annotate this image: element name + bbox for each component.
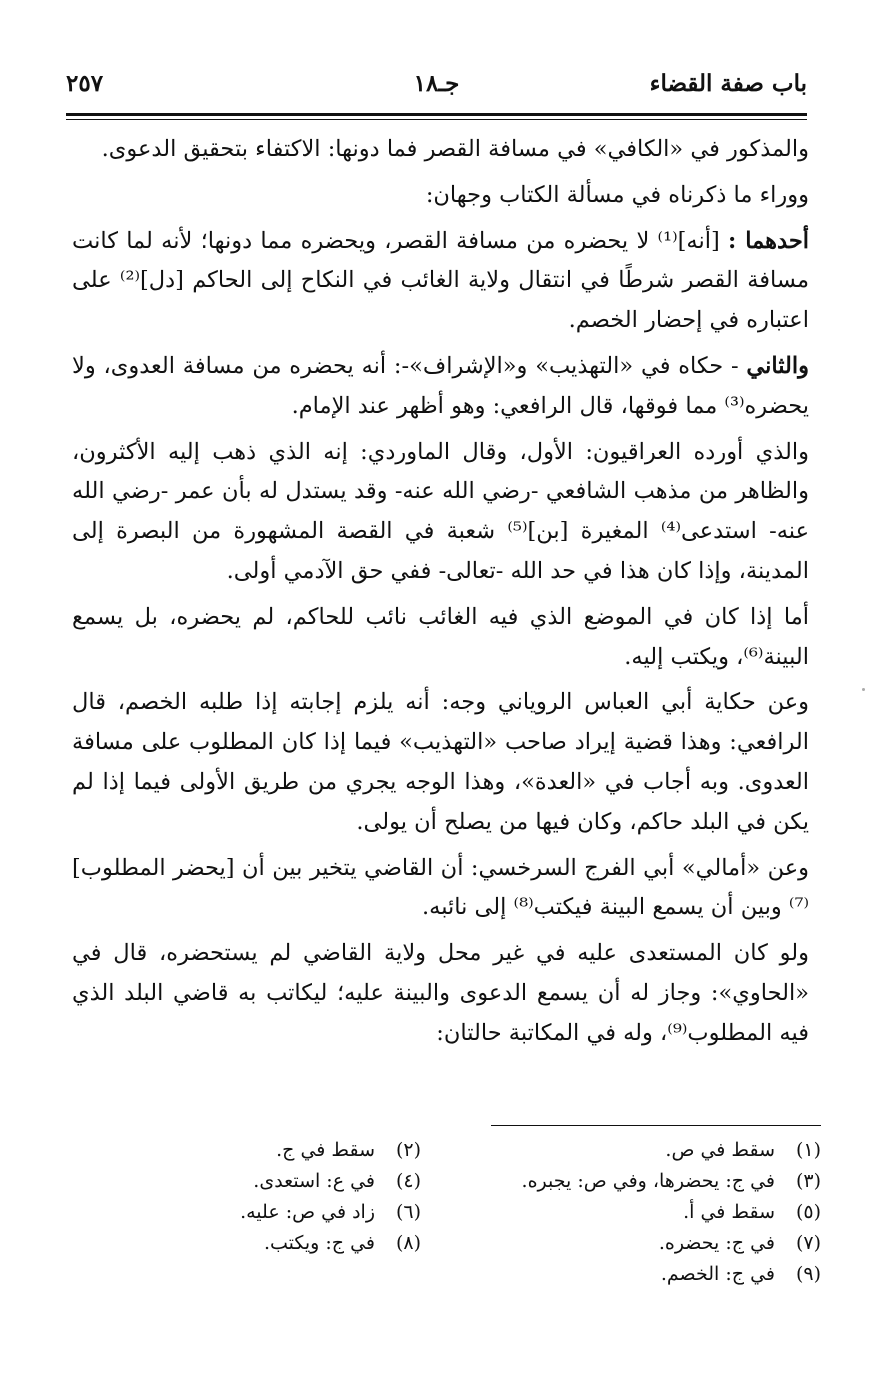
- paragraph-lead: والثاني: [746, 352, 809, 379]
- paragraph-text: - حكاه في «التهذيب» و«الإشراف»-: أنه يحضره من مسافة العدوى، ولا يحضره⁽³⁾ مما فوقها، قال الرافعي: وهو أظهر عند الإمام.: [72, 352, 809, 419]
- section-title: باب صفة القضاء: [649, 70, 807, 97]
- footnote: [141, 1166, 421, 1197]
- paragraph-text: ووراء ما ذكرناه في مسألة الكتاب وجهان:: [425, 181, 809, 208]
- header-rule-thin: [66, 119, 807, 120]
- footnote-number: (١): [795, 1139, 821, 1161]
- paragraph-text: وعن «أمالي» أبي الفرج السرخسي: أن القاضي يتخير بين أن [يحضر المطلوب]⁽⁷⁾ وبين أن يسمع البينة فيكتب⁽⁸⁾ إلى نائبه.: [72, 854, 809, 921]
- footnote-number: (٢): [395, 1139, 421, 1161]
- footnote-number: (٩): [795, 1263, 821, 1285]
- footnotes-left-column: [141, 1135, 421, 1259]
- paragraph-text: أما إذا كان في الموضع الذي فيه الغائب نائب للحاكم، لم يحضره، بل يسمع البينة⁽⁶⁾، ويكتب إليه.: [72, 603, 809, 670]
- paragraph: [72, 130, 809, 170]
- paragraph: [72, 598, 809, 678]
- footnote-number: (٧): [795, 1232, 821, 1254]
- footnotes: [60, 1135, 821, 1305]
- paragraph: [72, 683, 809, 842]
- paragraph-lead: أحدهما :: [728, 227, 810, 254]
- paragraph-text: ولو كان المستعدى عليه في غير محل ولاية القاضي لم يستحضره، قال في «الحاوي»: وجاز له أن يسمع الدعوى والبينة عليه؛ ليكاتب به قاضي البلد الذي فيه المطلوب⁽⁹⁾، وله في المكاتبة حالتان:: [72, 940, 809, 1046]
- footnote-number: (٤): [395, 1170, 421, 1192]
- volume-number: جـ١٨: [413, 70, 460, 97]
- footnote-text: في ج: يحضره.: [658, 1232, 775, 1254]
- page-number: ٢٥٧: [66, 70, 104, 97]
- footnote: [141, 1197, 421, 1228]
- footnote-text: في ج: يحضرها، وفي ص: يجبره.: [521, 1170, 775, 1192]
- footnote-text: سقط في ص.: [665, 1139, 775, 1161]
- footnote-text: زاد في ص: عليه.: [240, 1201, 375, 1223]
- paragraph: [72, 176, 809, 216]
- main-text: [72, 130, 809, 1060]
- footnote-text: سقط في أ.: [683, 1201, 775, 1223]
- header-rule-thick: [66, 113, 807, 116]
- footnote-number: (٦): [395, 1201, 421, 1223]
- footnote-number: (٣): [795, 1170, 821, 1192]
- paragraph-text: والذي أورده العراقيون: الأول، وقال الماوردي: إنه الذي ذهب إليه الأكثرون، والظاهر من مذهب الشافعي -رضي الله عنه- وقد يستدل له بأن عمر -رضي الله عنه- استدعى⁽⁴⁾ المغيرة [بن]⁽⁵⁾ شعبة في القصة المشهورة من البصرة إلى المدينة، وإذا كان هذا في حد الله -تعالى- ففي حق الآدمي أولى.: [72, 438, 809, 584]
- paragraph: [72, 934, 809, 1053]
- footnote: [491, 1135, 821, 1166]
- footnote: [491, 1228, 821, 1259]
- paragraph-text: [أنه]⁽¹⁾ لا يحضره من مسافة القصر، ويحضره مما دونها؛ لأنه لما كانت مسافة القصر شرطًا في انتقال ولاية الغائب في النكاح إلى الحاكم [دل]⁽²⁾ على اعتباره في إحضار الخصم.: [72, 227, 810, 334]
- footnote: [491, 1259, 821, 1290]
- paragraph: [72, 347, 809, 427]
- footnote-text: سقط في ج.: [276, 1139, 375, 1161]
- footnotes-right-column: [491, 1135, 821, 1290]
- footnote-text: في ج: ويكتب.: [263, 1232, 375, 1254]
- footnote: [491, 1197, 821, 1228]
- footnote: [141, 1228, 421, 1259]
- paragraph: [72, 849, 809, 929]
- footnote-separator: [491, 1125, 821, 1126]
- running-header: [66, 70, 807, 110]
- footnote: [141, 1135, 421, 1166]
- paragraph-text: والمذكور في «الكافي» في مسافة القصر فما دونها: الاكتفاء بتحقيق الدعوى.: [101, 136, 809, 162]
- margin-mark: [862, 688, 865, 691]
- footnote-number: (٥): [795, 1201, 821, 1223]
- footnote-text: في ع: استعدى.: [253, 1170, 375, 1192]
- paragraph-text: وعن حكاية أبي العباس الروياني وجه: أنه يلزم إجابته إذا طلبه الخصم، قال الرافعي: وهذا قضية إيراد صاحب «التهذيب» فيما إذا كان المطلوب على مسافة العدوى. وبه أجاب في «العدة»، وهذا الوجه يجري من طريق الأولى فيما إذا لم يكن في البلد حاكم، وكان فيها من يصلح أن يولى.: [72, 689, 809, 835]
- footnote-text: في ج: الخصم.: [660, 1263, 775, 1285]
- paragraph: [72, 222, 809, 341]
- footnote-number: (٨): [395, 1232, 421, 1254]
- paragraph: [72, 433, 809, 592]
- footnote: [491, 1166, 821, 1197]
